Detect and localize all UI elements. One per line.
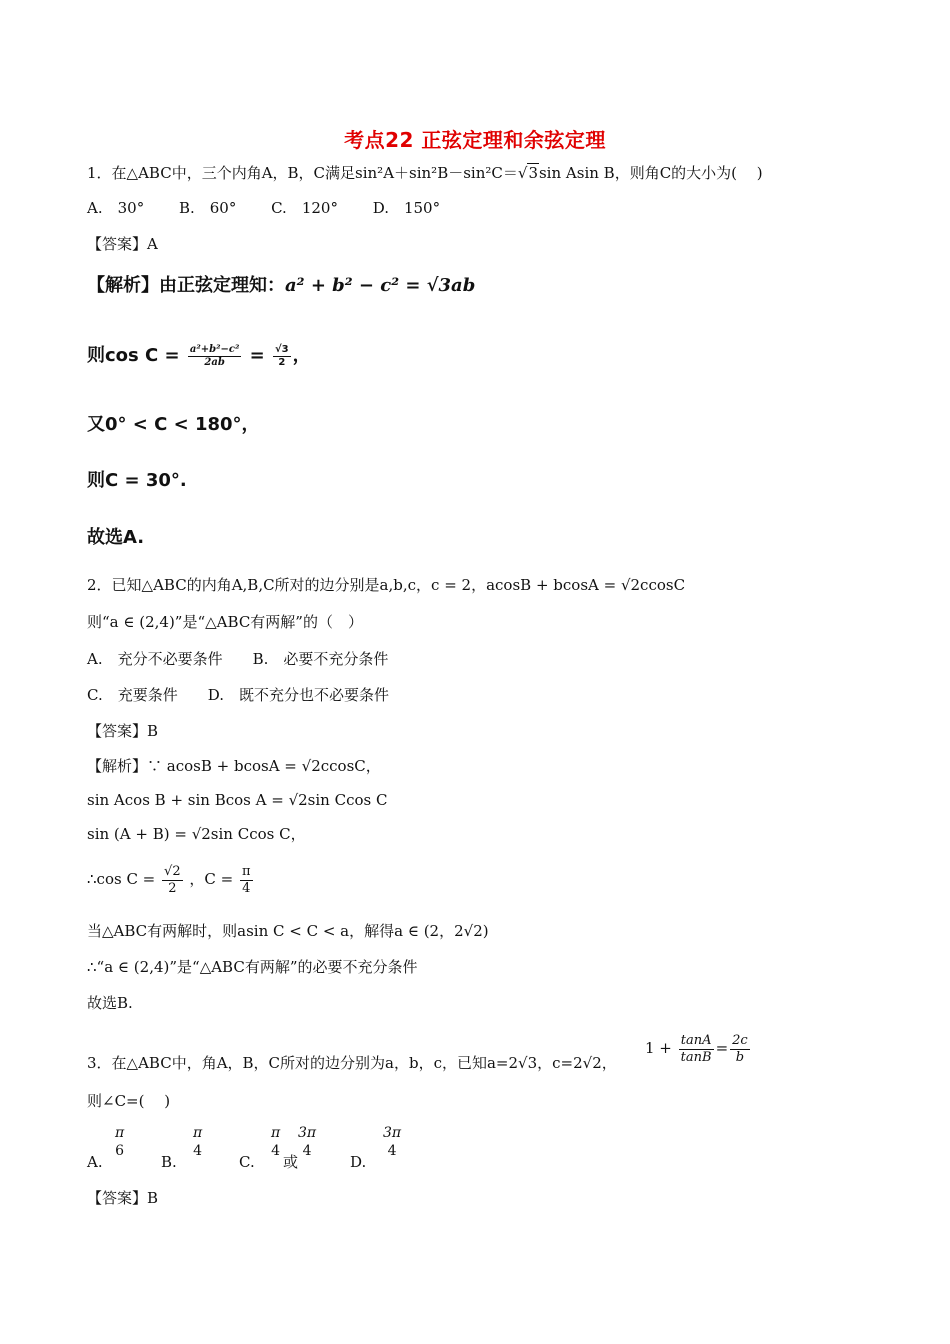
q3-cond-frac — [679, 1033, 714, 1066]
q3-opt-b-frac — [193, 1124, 202, 1160]
q3-cond-one: 1 + — [645, 1039, 672, 1057]
q1-cos-rnum: √3 — [274, 343, 289, 355]
q3-opt-c-den1: 4 — [271, 1143, 281, 1159]
q1-result: 则C = 30°. — [87, 470, 187, 491]
q3-opt-c-or: 或 — [283, 1153, 299, 1171]
q2-step-4-frac2 — [240, 864, 253, 897]
q3-opt-c-frac2 — [298, 1124, 316, 1160]
q1-stem-tail: sin Asin B，则角C的大小为( ) — [538, 164, 763, 182]
q3-opt-a-frac — [115, 1124, 124, 1160]
q2-stem-a: 2．已知△ABC的内角A,B,C所对的边分别是a,b,c，c = 2，acosB + bcosA = √2ccosC — [87, 576, 686, 594]
q2-step-6: ∴“a ∈ (2,4)”是“△ABC有两解”的必要不充分条件 — [87, 958, 418, 976]
q3-cond-rden: b — [730, 1049, 750, 1066]
q3-cond-rnum: 2c — [732, 1032, 748, 1048]
q3-answer: 【答案】B — [87, 1189, 159, 1207]
q3-opt-c-frac1 — [271, 1124, 280, 1160]
q1-options: A. 30° B. 60° C. 120° D. 150° — [87, 199, 441, 217]
q1-analysis-label: 【解析】由正弦定理知： — [87, 275, 285, 296]
q1-cos — [87, 338, 311, 374]
q3-opt-d-num: 3π — [383, 1125, 402, 1141]
q1-answer: 【答案】A — [87, 235, 158, 253]
q1-cos-prefix: 则cos C = — [87, 345, 180, 366]
q2-step-1: 【解析】∵ acosB + bcosA = √2ccosC， — [87, 757, 381, 775]
q3-opt-b-den: 4 — [193, 1143, 203, 1159]
q1-cos-result — [273, 344, 291, 369]
q3-opt-c-num2: 3π — [298, 1125, 317, 1141]
q3-cond-num: tanA — [680, 1032, 712, 1048]
q2-step-2: sin Acos B + sin Bcos A = √2sin Ccos C — [87, 791, 388, 809]
q2-step-4-den2: 4 — [240, 880, 253, 897]
q3-stem: 3．在△ABC中，角A，B，C所对的边分别为a，b，c，已知a=2√3，c=2√2， — [87, 1054, 617, 1072]
q1-cos-num: a²+b²−c² — [189, 343, 240, 355]
q2-step-5: 当△ABC有两解时，则asin C < C < a，解得a ∈ (2，2√2) — [87, 922, 489, 940]
q2-step-4-frac — [162, 864, 183, 897]
q2-step-4-num2: π — [242, 863, 251, 879]
q3-opt-b-num: π — [193, 1125, 203, 1141]
q3-cond-frac2 — [730, 1033, 750, 1066]
q2-step-4-num: √2 — [164, 863, 181, 879]
q3-opt-d-frac — [383, 1124, 401, 1160]
q3-opt-d-den: 4 — [387, 1143, 397, 1159]
q1-stem-text: 1．在△ABC中，三个内角A，B，C满足sin²A＋sin²B－sin²C＝ — [87, 164, 518, 182]
q1-choice: 故选A. — [87, 527, 145, 548]
q2-step-3: sin (A + B) = √2sin Ccos C， — [87, 825, 306, 843]
q1-range: 又0° < C < 180°， — [87, 414, 260, 435]
q1-cos-den: 2ab — [188, 356, 241, 369]
q3-ask: 则∠C=( ) — [87, 1092, 171, 1110]
q1-sqrt-value: 3 — [528, 164, 538, 182]
q2-step-4 — [87, 858, 255, 900]
q3-opt-b-label: B. — [161, 1153, 177, 1171]
q2-stem-b: 则“a ∈ (2,4)”是“△ABC有两解”的（ ） — [87, 613, 363, 631]
q2-step-7: 故选B. — [87, 994, 133, 1012]
q3-opt-c-label: C. — [239, 1153, 255, 1171]
q1-stem — [87, 163, 763, 183]
q1-analysis — [87, 276, 475, 296]
page-title: 考点22 正弦定理和余弦定理 — [344, 128, 606, 152]
q1-cos-eq: = — [249, 345, 265, 366]
q2-step-4-mid: ，C = — [189, 870, 234, 888]
q1-cos-tail: ， — [292, 345, 311, 366]
q3-opt-c-num1: π — [271, 1125, 281, 1141]
q2-step-4-prefix: ∴cos C = — [87, 870, 156, 888]
q3-opt-d-label: D. — [350, 1153, 367, 1171]
q3-cond-eq: = — [715, 1039, 729, 1057]
q3-opt-a-num: π — [115, 1125, 125, 1141]
q3-condition — [645, 1027, 752, 1069]
q3-opt-a-label: A. — [87, 1153, 103, 1171]
q2-options-cd: C. 充要条件 D. 既不充分也不必要条件 — [87, 686, 389, 704]
q2-options-ab: A. 充分不必要条件 B. 必要不充分条件 — [87, 650, 389, 668]
q1-cos-fraction — [188, 344, 241, 369]
q1-sqrt: √3 — [517, 164, 538, 182]
q2-step-4-den: 2 — [162, 880, 183, 897]
q3-opt-c-den2: 4 — [302, 1143, 312, 1159]
q3-cond-den: tanB — [680, 1049, 712, 1065]
q1-analysis-eq: a² + b² − c² = √3ab — [285, 275, 476, 296]
q2-answer: 【答案】B — [87, 722, 159, 740]
q3-opt-a-den: 6 — [115, 1143, 125, 1159]
q1-cos-rden: 2 — [273, 356, 291, 369]
